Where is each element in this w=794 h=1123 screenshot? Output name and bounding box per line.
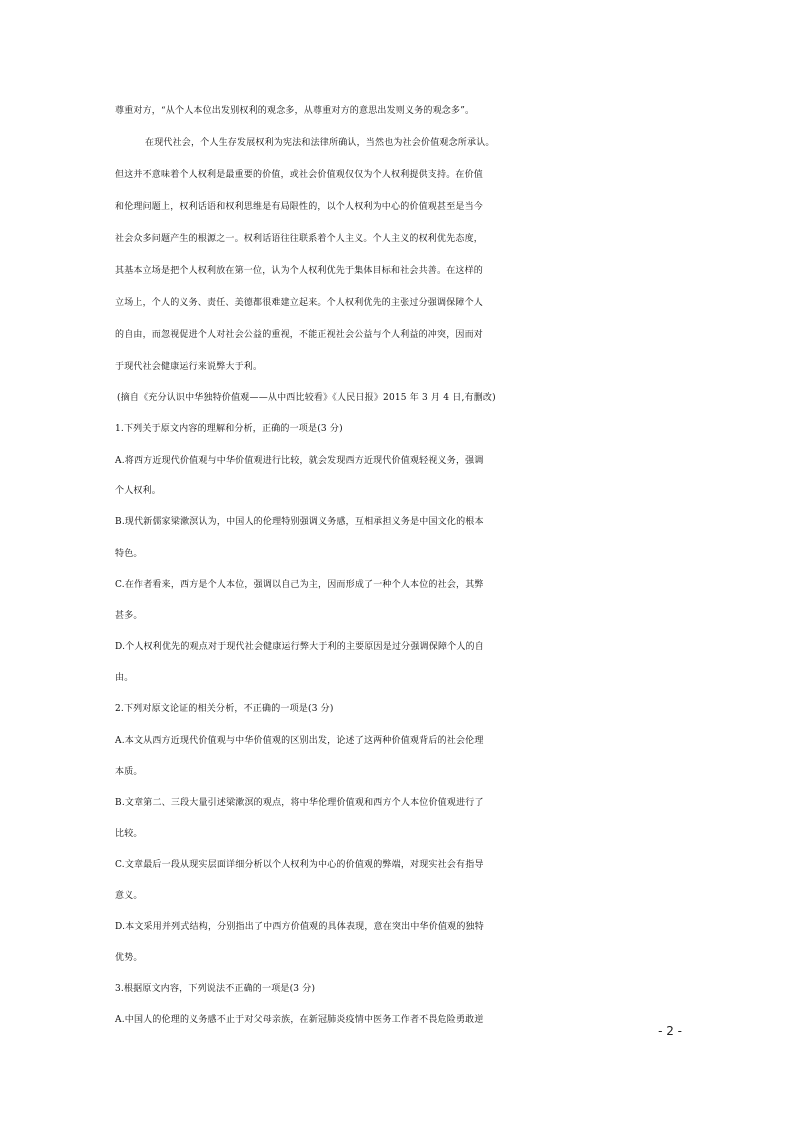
option-2d: D.本文采用并列式结构，分别指出了中西方价值观的具体表现，意在突出中华价值观的独特	[115, 922, 484, 932]
question-3: 3.根据原文内容，下列说法不正确的一项是(3 分)	[115, 984, 316, 994]
text-line: 社会众多问题产生的根源之一。权利话语往往联系着个人主义。个人主义的权利优先态度，	[115, 234, 484, 244]
question-1: 1.下列关于原文内容的理解和分析，正确的一项是(3 分)	[115, 424, 343, 434]
option-1b-cont: 特色。	[115, 549, 143, 559]
option-2c-cont: 意义。	[115, 891, 143, 901]
option-1b: B.现代新儒家梁漱溟认为，中国人的伦理特别强调义务感，互相承担义务是中国文化的根本	[115, 517, 484, 527]
text-line: 立场上，个人的义务、责任、美德都很难建立起来。个人权利优先的主张过分强调保障个人	[115, 298, 484, 308]
option-2c: C.文章最后一段从现实层面详细分析以个人权利为中心的价值观的弊端，对现实社会有指导	[115, 860, 484, 870]
option-1d: D.个人权利优先的观点对于现代社会健康运行弊大于利的主要原因是过分强调保障个人的自	[115, 642, 484, 652]
option-3a: A.中国人的伦理的义务感不止于对父母亲族，在新冠肺炎疫情中医务工作者不畏危险勇敢逆	[115, 1015, 484, 1025]
question-2: 2.下列对原文论证的相关分析，不正确的一项是(3 分)	[115, 704, 334, 714]
text-line: 的自由，而忽视促进个人对社会公益的重视，不能正视社会公益与个人利益的冲突，因而对	[115, 330, 484, 340]
text-line: 其基本立场是把个人权利放在第一位，认为个人权利优先于集体目标和社会共善。在这样的	[115, 266, 484, 276]
option-2b-cont: 比较。	[115, 829, 143, 839]
option-1a-cont: 个人权利。	[115, 486, 162, 496]
page-number: - 2 -	[658, 1024, 682, 1038]
text-line: 但这并不意味着个人权利是最重要的价值，或社会价值观仅仅为个人权利提供支持。在价值	[115, 170, 484, 180]
text-line: 于现代社会健康运行来说弊大于利。	[115, 362, 263, 372]
option-2a-cont: 本质。	[115, 767, 143, 777]
option-2d-cont: 优势。	[115, 953, 143, 963]
paragraph-first-line: 在现代社会，个人生存发展权利为宪法和法律所确认，当然也为社会价值观念所承认。	[145, 138, 495, 148]
option-1a: A.将西方近现代价值观与中华价值观进行比较，就会发现西方近现代价值观轻视义务，强调	[115, 456, 484, 466]
source-citation: (摘自《充分认识中华独特价值观——从中西比较看》《人民日报》2015 年 3 月 4 日,有删改)	[117, 393, 496, 403]
option-2b: B.文章第二、三段大量引述梁漱溟的观点，将中华伦理价值观和西方个人本位价值观进行了	[115, 798, 484, 808]
option-1c-cont: 甚多。	[115, 611, 143, 621]
text-line: 和伦理问题上，权利话语和权利思维是有局限性的，以个人权利为中心的价值观甚至是当今	[115, 202, 484, 212]
text-line: 尊重对方，“从个人本位出发别权利的观念多，从尊重对方的意思出发则义务的观念多”。	[115, 106, 475, 116]
option-2a: A.本文从西方近现代价值观与中华价值观的区别出发，论述了这两种价值观背后的社会伦理	[115, 736, 484, 746]
option-1c: C.在作者看来，西方是个人本位，强调以自己为主，因而形成了一种个人本位的社会，其弊	[115, 580, 484, 590]
option-1d-cont: 由。	[115, 673, 134, 683]
